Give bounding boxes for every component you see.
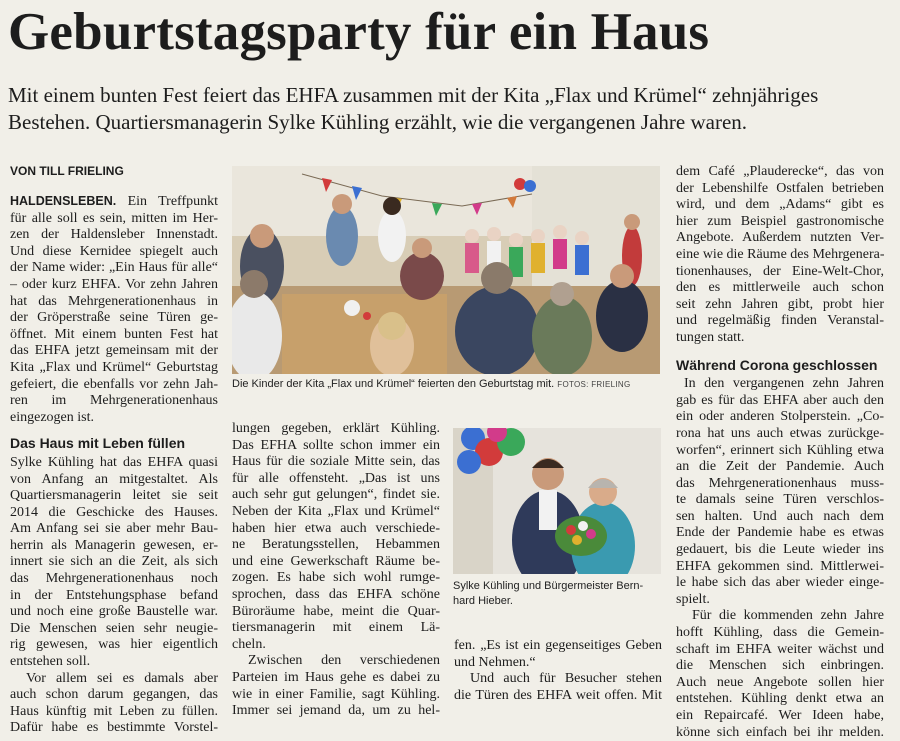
text-line: auch schon darum gegangen, das [10, 687, 218, 703]
text-line: zen der Haldensleber Innenstadt. [10, 227, 218, 243]
text-line: für alle offensteht. „Das ist uns [232, 470, 440, 486]
text-line: rig gewesen, was hier eigentlich [10, 637, 218, 653]
text-line: sprochen, dass das EHFA schöne [232, 586, 440, 602]
text-line: das Mehrgenerationenhaus noch [10, 571, 218, 587]
subheadline-line: Bestehen. Quartiersmanagerin Sylke Kühling erzählt, wie die vergangenen Jahre waren. [8, 110, 748, 134]
text-line: cheln. [232, 636, 266, 652]
text-line: auch sehr gut gelungen“, findet sie. [232, 487, 440, 503]
text-line: die Menschen sich einbringen. [676, 658, 884, 674]
text-line: Sylke Kühling hat das EHFA quasi [10, 454, 218, 470]
byline: VON TILL FRIELING [10, 164, 124, 178]
text-line: wie in einer Familie, sagt Kühling. [232, 686, 440, 702]
text-line: die Türen des EHFA weit offen. Mit [454, 687, 662, 703]
text-line: hat das Mehrgenerationenhaus in [10, 293, 218, 309]
text-line: an die Zeit der Pandemie. Auch [676, 459, 884, 475]
text-line: und noch eine große Baustelle war. [10, 604, 218, 620]
column-3 [454, 638, 662, 704]
text-line: te damals seine Türen verschlos- [676, 492, 884, 508]
text-line: Immer sei jemand da, um zu hel- [232, 703, 440, 719]
text-line: Parteien im Haus gehe es dabei zu [232, 669, 440, 685]
text-line: für alle soll es sein, mitten im Her- [10, 210, 218, 226]
caption-line: hard Hieber. [453, 595, 513, 607]
text-line: dem Café „Plauderecke“, das von [676, 164, 884, 179]
text-line: haben hier etwa auch verschiede- [232, 520, 440, 536]
kuehling-mayor-photo-image [453, 428, 661, 574]
text-line: könne sich einfach bei ihr melden. [676, 724, 884, 740]
text-line: zogen. Es habe sich wohl rumge- [232, 570, 440, 586]
text-line: 2014 die Geschicke des Hauses. [10, 504, 218, 520]
text-line: hofft Kühling, dass die Gemein- [676, 625, 884, 641]
text-line: gefeiert, die ebenfalls vor zehn Jah- [10, 376, 218, 392]
text-line: Kita „Flax und Krümel“ Geburtstag [10, 359, 218, 375]
column-1 [10, 193, 218, 737]
caption-line: Sylke Kühling und Bürgermeister Bern- [453, 580, 644, 592]
caption-text: Die Kinder der Kita „Flax und Krümel“ feierten den Geburtstag mit. [232, 378, 555, 390]
text-line: eine wie die Räume des Mehrgenera- [676, 246, 884, 262]
text-line: Quartiersmanagerin leitet sie seit [10, 488, 218, 504]
section-heading: Das Haus mit Leben füllen [10, 435, 186, 452]
text-line: Für die kommenden zehn Jahre [692, 608, 884, 624]
text-line: Am Anfang sei sie aber mehr Bau- [10, 521, 218, 537]
text-line: eingezogen ist. [10, 409, 94, 425]
text-line: Büroräume habe, meint die Quar- [232, 603, 440, 619]
text-line: tungen statt. [676, 329, 745, 345]
text-line: das EHFA jetzt gemeinsam mit der [10, 343, 218, 359]
subheadline [8, 82, 892, 136]
subheadline-line: Mit einem bunten Fest feiert das EHFA zusammen mit der Kita „Flax und Krümel“ zehnjähriges [8, 83, 819, 107]
headline: Geburtstagsparty für ein Haus [8, 3, 710, 61]
text-line: Auch neue Angebote sollen hier [676, 674, 884, 690]
kuehling-mayor-photo [453, 428, 661, 574]
section-heading: Während Corona geschlossen [676, 356, 878, 373]
text-line: schaft im EHFA weiter wächst und [676, 641, 884, 657]
text-line: öffnet. Mit einem bunten Fest hat [10, 326, 218, 342]
text-line: le habe sich das aber wieder einge- [676, 575, 884, 591]
text-line: der Gröperstraße seine Türen ge- [10, 310, 218, 326]
text-line: ein oder anderen Stolperstein. „Co- [676, 409, 884, 425]
text-line: den es mittlerweile auch schon [676, 280, 884, 296]
text-line: Und auch für Besucher stehen [470, 671, 662, 687]
text-line: tiersmanagerin mit einem Lä- [232, 620, 440, 636]
text-line: Zwischen den verschiedenen [248, 653, 440, 669]
text-line: in der Entstehungsphase befand [10, 587, 218, 603]
text-line: entstehen. Kühling denkt etwa an [676, 691, 884, 707]
text-line: und regelmäßig finden Veranstal- [676, 313, 884, 329]
column-4 [676, 164, 884, 741]
text-line: lungen gegeben, erklärt Kühling. [232, 421, 440, 436]
photo-caption-kuehling [453, 579, 665, 609]
text-line: Angebote. Außerdem nutzten Ver- [676, 230, 884, 246]
text-line: Ende der Pandemie habe es etwas [676, 525, 884, 541]
text-line: HALDENSLEBEN. Ein Treffpunkt [10, 194, 218, 209]
photo-caption-kita [232, 377, 662, 392]
text-line: EHFA gekommen sind. Mittlerwei- [676, 558, 884, 574]
text-line: innert sie sich an die Zeit, als sich [10, 554, 218, 570]
dateline: HALDENSLEBEN. [10, 194, 117, 208]
text-line: worfen“, erinnert sich Kühling etwa [676, 442, 884, 458]
text-line: ren im Mehrgenerationenhaus [10, 393, 218, 409]
text-line: In den vergangenen zehn Jahren [684, 376, 884, 392]
text-line: Dafür habe es bestimmte Vorstel- [10, 720, 218, 736]
text-line: hier zum Beispiel gastronomische [676, 213, 884, 229]
text-line: der Name wider: „Ein Haus für alle“ [10, 260, 218, 276]
text-line: gab es für das EHFA aber auch den [676, 392, 884, 408]
text-line: Vor allem sei es damals aber [26, 670, 218, 686]
text-line: Und diese Kernidee spiegelt auch [10, 243, 218, 259]
text-line: Haus für die soziale Mitte sein, das [232, 454, 440, 470]
text-line: und eine Gewerkschaft Räume be- [232, 553, 440, 569]
text-line: spielt. [676, 591, 710, 607]
kita-party-photo-image [232, 166, 660, 374]
kita-party-photo [232, 166, 660, 374]
text-line: Neben der Kita „Flax und Krümel“ [232, 503, 440, 519]
text-line: das Mehrgenerationenhaus muss- [676, 475, 884, 491]
text-line: wird, und dem „Adams“ gibt es [676, 197, 884, 213]
text-line: Die Menschen seien sehr neugie- [10, 620, 218, 636]
text-line: Das EFHA sollte schon immer ein [232, 437, 440, 453]
text-line: – oder kurz EHFA. Vor zehn Jahren [10, 276, 218, 292]
text-line: entstehen soll. [10, 654, 91, 670]
text-line: rona hat uns auch etwas zurückge- [676, 425, 884, 441]
text-line: herrin als Managerin gewesen, er- [10, 537, 218, 553]
text-line: fen. „Es ist ein gegenseitiges Geben [454, 638, 662, 653]
column-2 [232, 421, 440, 720]
text-line: ne Beratungsstellen, Hebammen [232, 537, 440, 553]
text-line: sen halten. Und auch nach dem [676, 508, 884, 524]
text-line: Haus künftig mit Leben zu füllen. [10, 703, 218, 719]
text-line: von Anfang an mitgestaltet. Als [10, 471, 218, 487]
text-line: gedauert, bis die Leute wieder ins [676, 542, 884, 558]
text-line: ein Repaircafé. Wer Ideen habe, [676, 708, 884, 723]
text-line: der Lebenshilfe Ostfalen betrieben [676, 180, 884, 196]
text-line: seit zehn Jahren gibt, probt hier [676, 296, 884, 312]
text-line: und Nehmen.“ [454, 654, 536, 670]
text-line: tionenhauses, der Eine-Welt-Chor, [676, 263, 884, 279]
photo-credit: FOTOS: FRIELING [557, 380, 631, 389]
